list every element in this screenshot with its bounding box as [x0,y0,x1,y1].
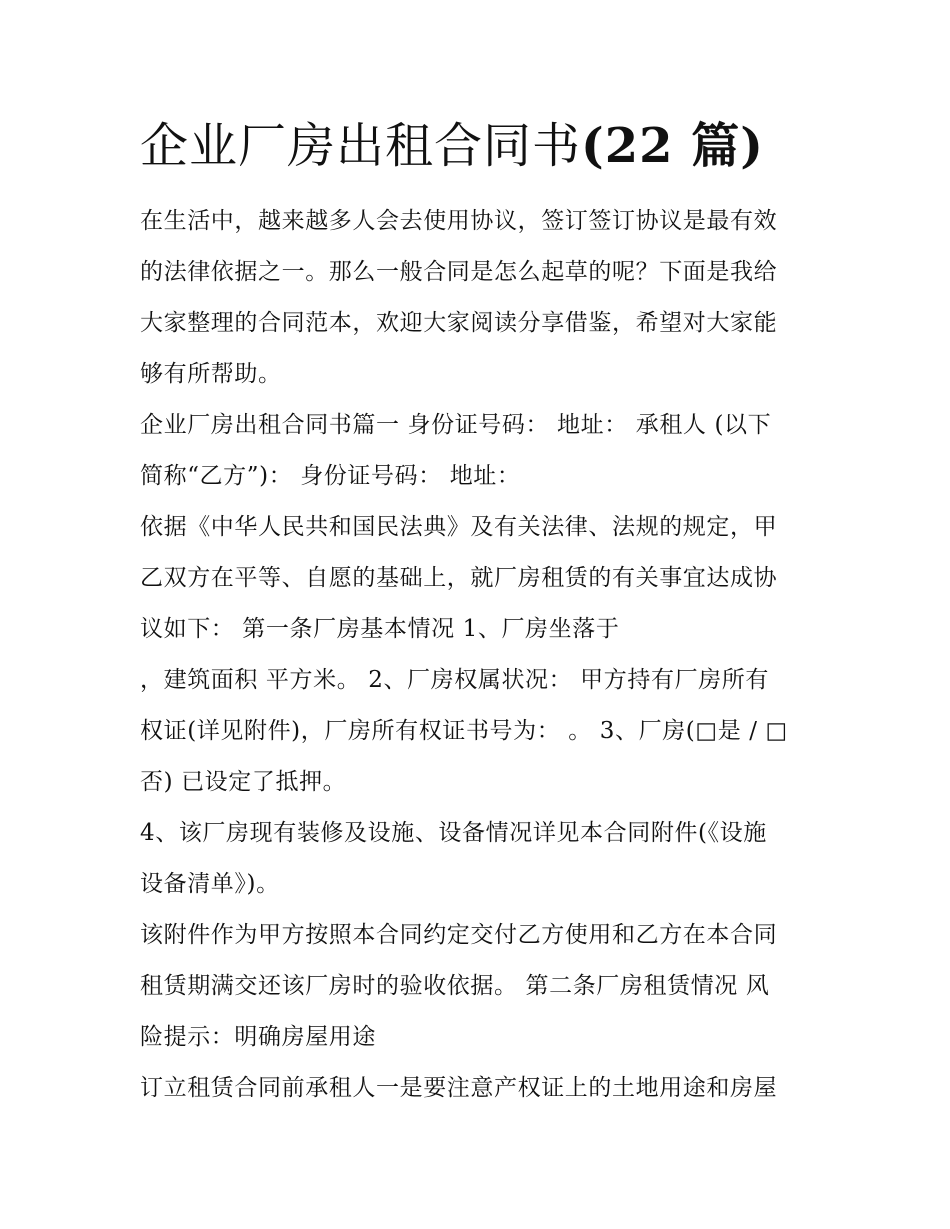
text-line: 够有所帮助。 [140,361,282,387]
text-line: 租赁期满交还该厂房时的验收依据。 第二条厂房租赁情况 风 [140,973,770,999]
text-line: 险提示：明确房屋用途 [140,1024,376,1050]
text-line: 该附件作为甲方按照本合同约定交付乙方使用和乙方在本合同 [140,922,778,948]
text-line: 设备清单》)。 [140,871,280,897]
text-line: 的法律依据之一。那么一般合同是怎么起草的呢？下面是我给 [140,259,778,285]
document-title-suffix: (22 篇) [581,118,764,174]
document-title-main: 企业厂房出租合同书 [140,118,582,174]
text-line: 权证(详见附件)，厂房所有权证书号为： 。 3、厂房(□是 / □ [140,718,788,744]
text-line: 企业厂房出租合同书篇一 身份证号码： 地址： 承租人 (以下 [140,412,772,438]
text-line: ，建筑面积 平方米。 2、厂房权属状况： 甲方持有厂房所有 [140,667,769,693]
text-line: 大家整理的合同范本，欢迎大家阅读分享借鉴，希望对大家能 [140,310,778,336]
document-title [140,112,840,180]
text-line: 否) 已设定了抵押。 [140,769,347,795]
text-line: 依据《中华人民共和国民法典》及有关法律、法规的规定，甲 [140,514,778,540]
text-line: 简称“乙方”)： 身份证号码： 地址： [140,463,521,489]
text-line: 议如下： 第一条厂房基本情况 1、厂房坐落于 [140,616,620,642]
text-line: 乙双方在平等、自愿的基础上，就厂房租赁的有关事宜达成协 [140,565,778,591]
text-line: 在生活中，越来越多人会去使用协议，签订签订协议是最有效 [140,208,778,234]
text-line: 订立租赁合同前承租人一是要注意产权证上的土地用途和房屋 [140,1075,778,1101]
text-line: 4、该厂房现有装修及设施、设备情况详见本合同附件(《设施 [140,820,767,846]
document-body [140,196,816,1114]
